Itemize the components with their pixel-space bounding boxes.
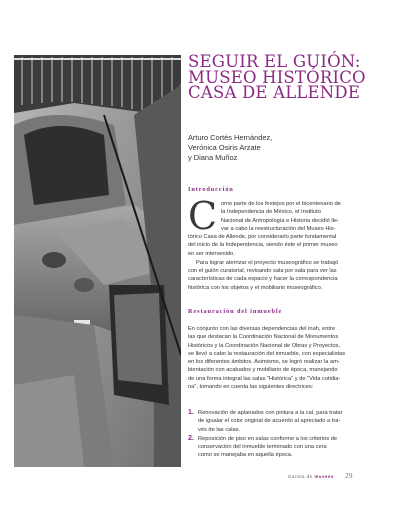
list-number: 2. <box>188 434 194 442</box>
text-line: histórica con los objetos y el mobiliario museográfico. <box>188 284 323 291</box>
text-line: vés de las calas. <box>198 426 241 433</box>
text-line: var a cabo la reestructuración del Museo His- <box>221 225 336 232</box>
section-heading-restauracion: Restauración del inmueble <box>188 308 283 315</box>
intro-section <box>188 194 384 292</box>
text-line: na", tomando en cuenta las siguientes directrices: <box>188 383 314 390</box>
text-line: la Independencia de México, el Instituto <box>221 209 321 216</box>
text-line: omo parte de los festejos por el bicentenario de <box>221 201 341 207</box>
footer-gaceta: Gaceta de <box>288 474 313 479</box>
article-title: SEGUIR EL GUIÓN: MUSEO HISTÓRICO CASA DE ALLENDE <box>188 52 366 102</box>
text-line: en ser intervenido. <box>188 250 235 257</box>
running-footer <box>288 474 334 479</box>
article-authors <box>188 133 388 164</box>
section-heading-introduccion: Introducción <box>188 186 234 193</box>
intro-paragraph-2 <box>188 259 384 292</box>
text-line: se llevó a cabo la restauración del inmueble, con especialistas <box>188 350 346 357</box>
intro-paragraph-1 <box>188 200 384 258</box>
text-line: Reposición de piso en salas conforme a los criterios de <box>198 435 338 442</box>
text-line: en los diferentes ámbitos. Asimismo, se logró realizar la am- <box>188 359 340 365</box>
text-line: Para lograr aterrizar el proyecto museográfico se trabajó <box>196 259 339 266</box>
text-line: Históricos y la Coordinación Nacional de Obras y Proyectos, <box>188 342 341 349</box>
text-line: del inicio de la Independencia, siendo éste el primer museo <box>188 242 338 249</box>
text-line: características de cada espacio y hacer la correspondencia <box>188 276 338 283</box>
author-line: Arturo Cortés Hernández, <box>188 133 273 142</box>
text-line: conservación del inmueble terminado con una cera <box>198 444 327 450</box>
author-line: Verónica Osiris Arzate <box>188 143 261 153</box>
text-line: con el guión curatorial, revisando sala por sala para ver las <box>188 268 337 274</box>
drop-cap: C <box>188 194 218 238</box>
list-item <box>188 409 384 434</box>
text-line: de una forma integral las salas "Histórica" y de "Vida cotidia- <box>188 375 341 382</box>
text-line: Nacional de Antropología e Historia decidió lle- <box>221 217 339 224</box>
page-number: 29 <box>345 471 353 480</box>
list-item <box>188 435 384 460</box>
text-line: como se manejaba en aquella época. <box>198 452 293 459</box>
footer-museos: museos <box>314 474 334 479</box>
text-line: bientación con acabados y mobiliario de época, manejando <box>188 367 338 374</box>
courtyard-photo <box>14 55 181 467</box>
directrices-list <box>188 409 384 461</box>
list-number: 1. <box>188 409 194 416</box>
restauracion-paragraph <box>188 325 384 391</box>
text-line: las que destacan la Coordinación Nacional de Monumentos <box>188 334 339 341</box>
text-line: de igualar el color original de acuerdo al apreciado a tra- <box>198 418 341 425</box>
author-line: y Diana Muñoz <box>188 153 238 163</box>
text-line: Renovación de aplanados con pintura a la cal, para tratar <box>198 410 343 416</box>
text-line: En conjunto con las diversas dependencias del inah, entre <box>188 326 336 332</box>
text-line: tórico Casa de Allende, por considerarlo parte fundamental <box>188 234 337 240</box>
